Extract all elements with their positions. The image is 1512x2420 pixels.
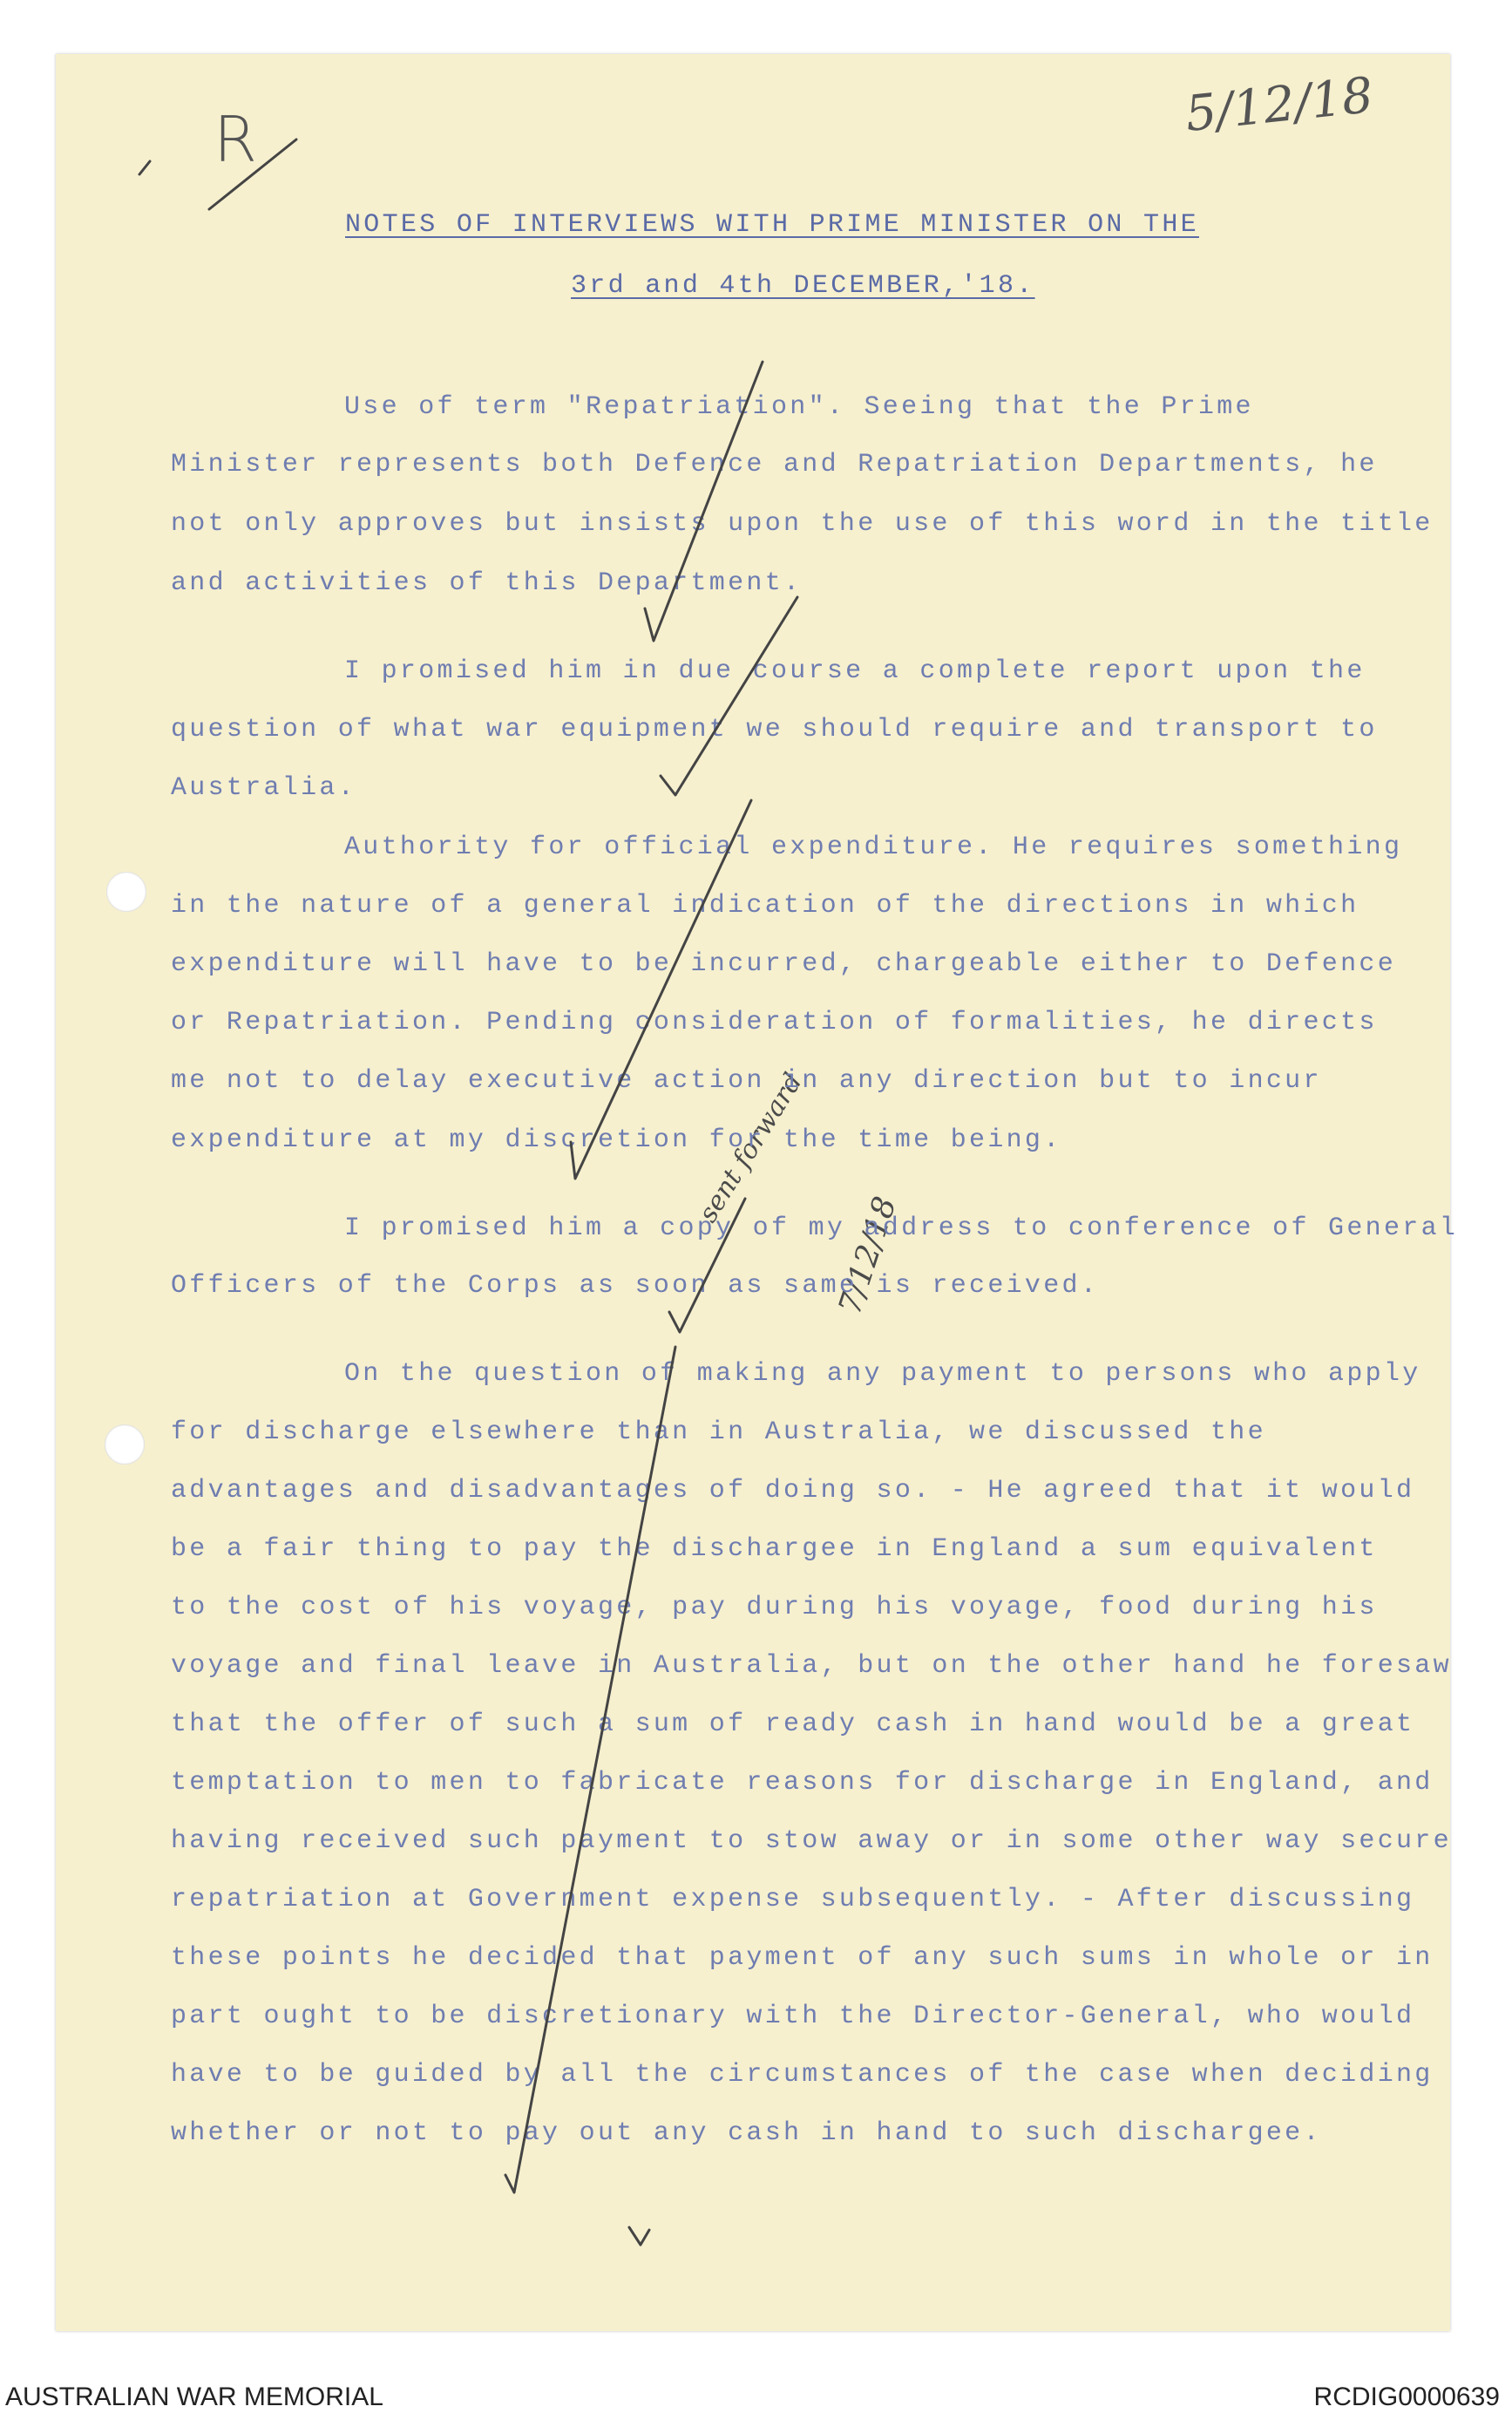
date-annotation: 5/12/18 bbox=[1183, 66, 1376, 144]
body-line: question of what war equipment we should require and transport to bbox=[171, 715, 1378, 744]
body-line: expenditure will have to be incurred, chargeable either to Defence bbox=[171, 949, 1396, 979]
body-line: part ought to be discretionary with the Director-General, who would bbox=[171, 2002, 1415, 2031]
body-line: me not to delay executive action in any direction but to incur bbox=[171, 1066, 1322, 1096]
body-line: have to be guided by all the circumstances of the case when deciding bbox=[171, 2060, 1434, 2090]
check-mark-icon bbox=[669, 1199, 745, 1332]
body-line: On the question of making any payment to persons who apply bbox=[344, 1359, 1421, 1389]
body-line: that the offer of such a sum of ready cash in hand would be a great bbox=[171, 1710, 1415, 1739]
body-line: expenditure at my discretion for the time being. bbox=[171, 1125, 1062, 1155]
pencil-dot bbox=[139, 161, 150, 174]
check-mark-icon bbox=[571, 800, 751, 1179]
body-line: these points he decided that payment of any such sums in whole or in bbox=[171, 1943, 1434, 1973]
body-line: in the nature of a general indication of the directions in which bbox=[171, 891, 1359, 921]
footer-institution: AUSTRALIAN WAR MEMORIAL bbox=[5, 2383, 383, 2411]
body-line: Officers of the Corps as soon as same is received. bbox=[171, 1271, 1100, 1301]
body-line: whether or not to pay out any cash in hand to such dischargee. bbox=[171, 2118, 1322, 2148]
body-line: or Repatriation. Pending consideration of formalities, he directs bbox=[171, 1008, 1378, 1037]
handwritten-note-date: 7/12/18 bbox=[832, 1193, 904, 1319]
body-line: Minister represents both Defence and Repatriation Departments, he bbox=[171, 450, 1378, 479]
body-line: to the cost of his voyage, pay during his voyage, food during his bbox=[171, 1593, 1378, 1622]
body-line: Use of term "Repatriation". Seeing that the Prime bbox=[344, 392, 1254, 422]
body-line: advantages and disadvantages of doing so. - He agreed that it would bbox=[171, 1476, 1415, 1506]
document-title-line-1: NOTES OF INTERVIEWS WITH PRIME MINISTER ON THE bbox=[345, 210, 1199, 240]
body-line: not only approves but insists upon the use of this word in the title bbox=[171, 509, 1434, 539]
body-line: I promised him a copy of my address to conference of General bbox=[344, 1213, 1459, 1243]
check-mark-icon bbox=[645, 362, 763, 641]
pencil-mark bbox=[629, 2227, 649, 2245]
margin-annotation: R bbox=[214, 103, 258, 176]
body-line: temptation to men to fabricate reasons for discharge in England, and bbox=[171, 1768, 1434, 1798]
body-line: Australia. bbox=[171, 773, 357, 803]
body-line: Authority for official expenditure. He requires something bbox=[344, 833, 1403, 862]
body-line: be a fair thing to pay the dischargee in England a sum equivalent bbox=[171, 1534, 1378, 1564]
body-line: for discharge elsewhere than in Australia, we discussed the bbox=[171, 1417, 1266, 1447]
slash-mark bbox=[209, 139, 296, 209]
body-line: I promised him in due course a complete report upon the bbox=[344, 656, 1366, 686]
body-line: repatriation at Government expense subsequently. - After discussing bbox=[171, 1885, 1415, 1914]
check-mark-icon bbox=[505, 1347, 675, 2192]
footer-id: RCDIG0000639 bbox=[1313, 2383, 1500, 2411]
body-line: having received such payment to stow away or in some other way secure bbox=[171, 1826, 1452, 1856]
handwritten-note: sent forward bbox=[693, 1067, 809, 1228]
document-title-line-2: 3rd and 4th DECEMBER,'18. bbox=[571, 271, 1035, 301]
check-mark-icon bbox=[661, 597, 797, 795]
body-line: voyage and final leave in Australia, but on the other hand he foresaw bbox=[171, 1651, 1452, 1681]
body-line: and activities of this Department. bbox=[171, 568, 803, 598]
